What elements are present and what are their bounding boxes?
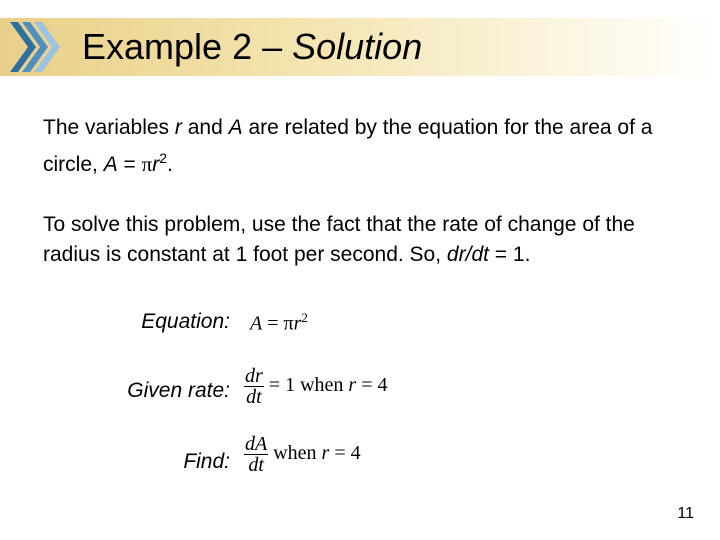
dA-dt-fraction: $\frac{dA}{dt}$ (245, 433, 268, 476)
page-number: 11 (677, 505, 694, 522)
given-rate-formula: $\frac{dr}{dt}$ = 1 when r = 4 (245, 365, 388, 408)
find-formula: $\frac{dA}{dt}$ when r = 4 (245, 433, 361, 476)
paragraph-variables: The variables r and A are related by the equation for the area of a circle, $A = \pi r^2$. (43, 116, 653, 176)
given-rate-label: Given rate: (127, 379, 230, 402)
paragraph-rate: To solve this problem, use the fact that the rate of change of the radius is constant at 1 foot per second. So, dr/dt = 1. (43, 213, 635, 266)
equation-label: Equation: (141, 310, 230, 333)
dr-dt-fraction: $\frac{dr}{dt}$ (245, 365, 263, 408)
title-italic: Solution (292, 26, 423, 67)
title-main: Example 2 – (82, 26, 283, 67)
find-label: Find: (183, 450, 230, 473)
slide-title (82, 24, 422, 70)
chevron-decoration-icon (10, 18, 70, 76)
equation-formula: $A = \pi r^2$ (250, 310, 308, 335)
